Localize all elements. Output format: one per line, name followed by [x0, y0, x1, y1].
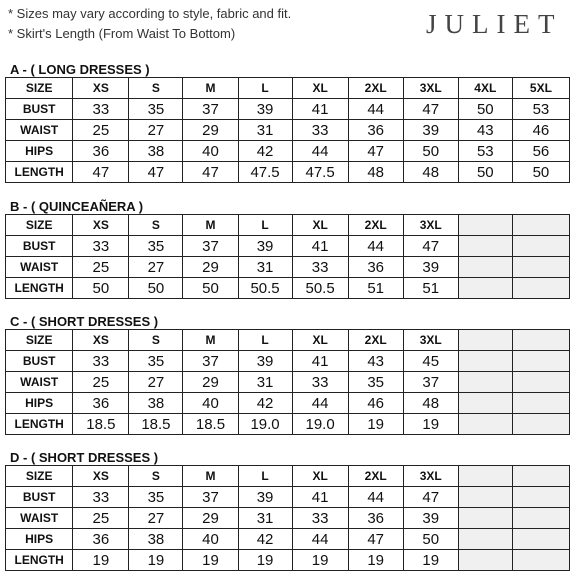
measurement-value: 31	[238, 508, 292, 529]
measurement-value: 41	[292, 351, 348, 372]
table-header-row	[6, 330, 570, 351]
measurement-value: 48	[403, 393, 458, 414]
measurement-value: 47	[403, 236, 458, 257]
size-column-header: S	[129, 466, 183, 487]
measurement-value: 33	[292, 257, 348, 278]
size-column-header: XL	[292, 466, 348, 487]
size-column-header: L	[238, 78, 292, 99]
size-column-header	[458, 330, 512, 351]
measurement-value	[458, 257, 512, 278]
measurement-label: WAIST	[6, 257, 73, 278]
measurement-value: 43	[458, 120, 512, 141]
size-column-header: XL	[292, 330, 348, 351]
measurement-value: 44	[348, 487, 403, 508]
measurement-value: 18.5	[73, 414, 129, 435]
measurement-value	[512, 529, 569, 550]
measurement-label: BUST	[6, 99, 73, 120]
measurement-value: 19	[183, 550, 238, 571]
measurement-value: 44	[292, 141, 348, 162]
table-row	[6, 141, 570, 162]
measurement-value: 31	[238, 257, 292, 278]
measurement-value: 33	[292, 120, 348, 141]
measurement-value: 43	[348, 351, 403, 372]
measurement-value: 50	[403, 529, 458, 550]
table-row	[6, 414, 570, 435]
table-row	[6, 236, 570, 257]
measurement-value: 39	[403, 120, 458, 141]
measurement-value	[458, 351, 512, 372]
measurement-value	[512, 372, 569, 393]
section-title: C - ( SHORT DRESSES )	[10, 314, 159, 329]
measurement-value	[512, 508, 569, 529]
measurement-value: 33	[73, 487, 129, 508]
measurement-value: 50.5	[238, 278, 292, 299]
measurement-value	[512, 393, 569, 414]
size-column-header: 3XL	[403, 466, 458, 487]
table-header-row	[6, 466, 570, 487]
size-column-header	[458, 215, 512, 236]
measurement-value: 38	[129, 393, 183, 414]
measurement-value: 42	[238, 529, 292, 550]
measurement-value: 33	[73, 351, 129, 372]
size-note: * Sizes may vary according to style, fabric and fit.	[8, 6, 292, 21]
measurement-value: 42	[238, 393, 292, 414]
measurement-value: 39	[403, 257, 458, 278]
measurement-value: 31	[238, 120, 292, 141]
measurement-value: 47	[183, 162, 238, 183]
measurement-value: 42	[238, 141, 292, 162]
measurement-value: 45	[403, 351, 458, 372]
size-column-header: 3XL	[403, 330, 458, 351]
section-short-dresses-c	[5, 314, 570, 435]
size-column-header	[512, 215, 569, 236]
size-column-header: 2XL	[348, 78, 403, 99]
measurement-value: 41	[292, 236, 348, 257]
measurement-value: 37	[183, 99, 238, 120]
size-column-header: 3XL	[403, 215, 458, 236]
measurement-label: LENGTH	[6, 414, 73, 435]
table-row	[6, 351, 570, 372]
measurement-value: 35	[129, 236, 183, 257]
measurement-value: 35	[129, 351, 183, 372]
section-title: D - ( SHORT DRESSES )	[10, 450, 159, 465]
measurement-value: 47.5	[292, 162, 348, 183]
measurement-value: 40	[183, 141, 238, 162]
measurement-value: 47	[73, 162, 129, 183]
measurement-value: 39	[238, 487, 292, 508]
size-column-header: L	[238, 466, 292, 487]
table-row	[6, 508, 570, 529]
measurement-value: 50	[458, 99, 512, 120]
measurement-value: 19	[348, 414, 403, 435]
measurement-value: 36	[348, 508, 403, 529]
measurement-value: 19	[348, 550, 403, 571]
measurement-value: 46	[348, 393, 403, 414]
size-header-label: SIZE	[6, 466, 73, 487]
size-column-header: 2XL	[348, 330, 403, 351]
measurement-label: BUST	[6, 236, 73, 257]
measurement-value: 19	[129, 550, 183, 571]
measurement-value: 46	[512, 120, 569, 141]
size-column-header	[458, 466, 512, 487]
measurement-value	[458, 550, 512, 571]
table-header-row	[6, 215, 570, 236]
measurement-value: 47	[403, 487, 458, 508]
size-column-header: 3XL	[403, 78, 458, 99]
measurement-value: 37	[183, 236, 238, 257]
measurement-label: HIPS	[6, 393, 73, 414]
measurement-value	[512, 236, 569, 257]
measurement-label: WAIST	[6, 120, 73, 141]
measurement-value: 36	[73, 529, 129, 550]
measurement-value	[458, 236, 512, 257]
measurement-value: 29	[183, 508, 238, 529]
table-row	[6, 550, 570, 571]
measurement-value: 29	[183, 257, 238, 278]
measurement-value: 18.5	[183, 414, 238, 435]
measurement-value: 44	[348, 99, 403, 120]
size-column-header: S	[129, 215, 183, 236]
section-title: A - ( LONG DRESSES )	[10, 62, 150, 77]
measurement-value: 25	[73, 120, 129, 141]
size-column-header: XS	[73, 78, 129, 99]
measurement-label: BUST	[6, 351, 73, 372]
size-column-header: 5XL	[512, 78, 569, 99]
measurement-value: 33	[292, 508, 348, 529]
size-column-header: 2XL	[348, 215, 403, 236]
measurement-value: 51	[403, 278, 458, 299]
measurement-value: 33	[73, 99, 129, 120]
table-row	[6, 257, 570, 278]
measurement-value: 36	[348, 257, 403, 278]
measurement-value: 53	[458, 141, 512, 162]
size-header-label: SIZE	[6, 78, 73, 99]
measurement-value: 50.5	[292, 278, 348, 299]
measurement-label: BUST	[6, 487, 73, 508]
table-row	[6, 99, 570, 120]
brand-logo: JULIET	[426, 9, 563, 39]
size-column-header: M	[183, 215, 238, 236]
measurement-label: LENGTH	[6, 550, 73, 571]
measurement-value: 50	[403, 141, 458, 162]
size-column-header: 4XL	[458, 78, 512, 99]
measurement-value	[458, 414, 512, 435]
measurement-value: 41	[292, 99, 348, 120]
table-row	[6, 278, 570, 299]
measurement-value	[458, 508, 512, 529]
measurement-value: 27	[129, 120, 183, 141]
measurement-value: 36	[348, 120, 403, 141]
measurement-value: 25	[73, 372, 129, 393]
measurement-value	[512, 414, 569, 435]
section-title: B - ( QUINCEAÑERA )	[10, 199, 144, 214]
measurement-value	[458, 393, 512, 414]
measurement-label: HIPS	[6, 141, 73, 162]
size-column-header: L	[238, 330, 292, 351]
measurement-value: 35	[348, 372, 403, 393]
measurement-value: 40	[183, 529, 238, 550]
measurement-value: 47	[348, 529, 403, 550]
table-row	[6, 120, 570, 141]
measurement-value	[512, 550, 569, 571]
measurement-value: 25	[73, 257, 129, 278]
measurement-value: 27	[129, 257, 183, 278]
measurement-value: 48	[403, 162, 458, 183]
table-row	[6, 162, 570, 183]
size-column-header: S	[129, 78, 183, 99]
measurement-value: 36	[73, 393, 129, 414]
measurement-value: 50	[512, 162, 569, 183]
size-column-header: XS	[73, 466, 129, 487]
measurement-value: 19	[292, 550, 348, 571]
table-row	[6, 393, 570, 414]
measurement-value: 44	[348, 236, 403, 257]
measurement-value: 41	[292, 487, 348, 508]
size-column-header	[512, 330, 569, 351]
size-column-header: S	[129, 330, 183, 351]
measurement-value	[458, 529, 512, 550]
measurement-value: 37	[183, 487, 238, 508]
measurement-value: 39	[238, 99, 292, 120]
section-short-dresses-d	[5, 450, 570, 571]
measurement-value: 27	[129, 508, 183, 529]
size-table	[5, 77, 570, 183]
measurement-value	[512, 351, 569, 372]
measurement-value: 47.5	[238, 162, 292, 183]
measurement-value: 25	[73, 508, 129, 529]
size-column-header: M	[183, 330, 238, 351]
measurement-value: 39	[238, 351, 292, 372]
measurement-value: 31	[238, 372, 292, 393]
size-table	[5, 214, 570, 299]
measurement-value: 39	[403, 508, 458, 529]
measurement-value: 19	[73, 550, 129, 571]
measurement-value: 50	[183, 278, 238, 299]
measurement-value: 44	[292, 529, 348, 550]
measurement-value: 50	[129, 278, 183, 299]
measurement-value: 33	[292, 372, 348, 393]
measurement-value: 50	[73, 278, 129, 299]
measurement-value	[512, 278, 569, 299]
size-column-header: M	[183, 78, 238, 99]
size-column-header: M	[183, 466, 238, 487]
measurement-value	[458, 278, 512, 299]
measurement-label: HIPS	[6, 529, 73, 550]
measurement-value: 48	[348, 162, 403, 183]
section-quinceanera	[5, 199, 570, 299]
table-row	[6, 372, 570, 393]
measurement-value: 29	[183, 120, 238, 141]
measurement-value	[512, 257, 569, 278]
size-column-header: XL	[292, 78, 348, 99]
measurement-value	[458, 487, 512, 508]
section-long-dresses	[5, 62, 570, 183]
measurement-value: 47	[403, 99, 458, 120]
measurement-value: 19	[403, 414, 458, 435]
size-column-header: XS	[73, 215, 129, 236]
size-table	[5, 465, 570, 571]
measurement-value: 27	[129, 372, 183, 393]
measurement-value: 35	[129, 99, 183, 120]
measurement-value: 29	[183, 372, 238, 393]
table-header-row	[6, 78, 570, 99]
size-column-header: 2XL	[348, 466, 403, 487]
measurement-value: 37	[403, 372, 458, 393]
table-row	[6, 487, 570, 508]
measurement-value: 19.0	[292, 414, 348, 435]
measurement-value: 33	[73, 236, 129, 257]
size-column-header: L	[238, 215, 292, 236]
measurement-value: 56	[512, 141, 569, 162]
measurement-value: 47	[348, 141, 403, 162]
length-note: * Skirt's Length (From Waist To Bottom)	[8, 26, 236, 41]
measurement-value: 51	[348, 278, 403, 299]
measurement-value: 19.0	[238, 414, 292, 435]
measurement-value	[458, 372, 512, 393]
measurement-label: WAIST	[6, 372, 73, 393]
measurement-label: WAIST	[6, 508, 73, 529]
measurement-value: 38	[129, 141, 183, 162]
measurement-value: 18.5	[129, 414, 183, 435]
measurement-value: 19	[238, 550, 292, 571]
size-column-header	[512, 466, 569, 487]
measurement-value: 50	[458, 162, 512, 183]
measurement-value: 44	[292, 393, 348, 414]
measurement-value: 40	[183, 393, 238, 414]
size-table	[5, 329, 570, 435]
measurement-value	[512, 487, 569, 508]
measurement-label: LENGTH	[6, 162, 73, 183]
size-column-header: XS	[73, 330, 129, 351]
measurement-value: 37	[183, 351, 238, 372]
size-column-header: XL	[292, 215, 348, 236]
measurement-value: 36	[73, 141, 129, 162]
measurement-label: LENGTH	[6, 278, 73, 299]
table-row	[6, 529, 570, 550]
measurement-value: 53	[512, 99, 569, 120]
size-header-label: SIZE	[6, 330, 73, 351]
measurement-value: 35	[129, 487, 183, 508]
measurement-value: 19	[403, 550, 458, 571]
size-header-label: SIZE	[6, 215, 73, 236]
measurement-value: 47	[129, 162, 183, 183]
measurement-value: 39	[238, 236, 292, 257]
measurement-value: 38	[129, 529, 183, 550]
